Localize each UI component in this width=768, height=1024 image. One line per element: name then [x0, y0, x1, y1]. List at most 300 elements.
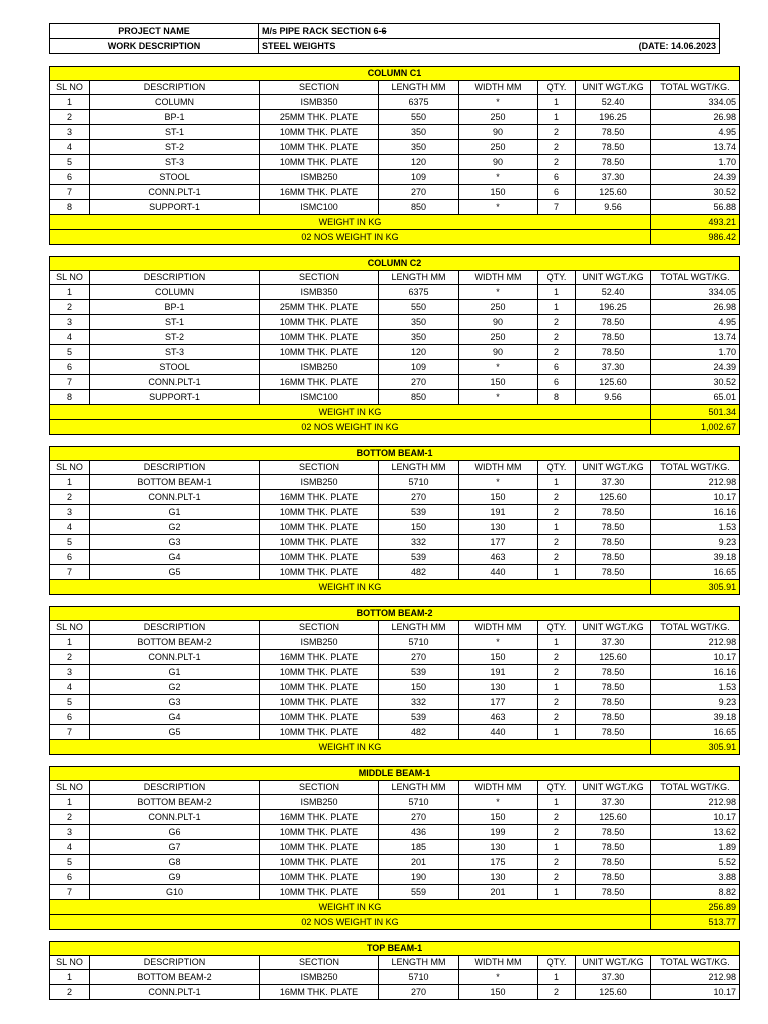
table-cell: 8 — [50, 200, 90, 215]
table-cell: ISMB250 — [260, 635, 379, 650]
table-cell: 250 — [459, 110, 538, 125]
table-row — [50, 490, 740, 505]
project-name-value — [259, 24, 720, 39]
table-cell: 125.60 — [576, 490, 651, 505]
table-cell: 78.50 — [576, 550, 651, 565]
total-label: WEIGHT IN KG — [50, 580, 651, 595]
table-cell: 90 — [459, 155, 538, 170]
table-cell: 436 — [379, 825, 459, 840]
section-table — [49, 256, 740, 435]
table-cell: 250 — [459, 330, 538, 345]
table-cell: 78.50 — [576, 125, 651, 140]
table-cell: 10MM THK. PLATE — [260, 825, 379, 840]
table-cell: 201 — [379, 855, 459, 870]
total-label: WEIGHT IN KG — [50, 215, 651, 230]
table-cell: 78.50 — [576, 520, 651, 535]
table-cell: 196.25 — [576, 300, 651, 315]
table-cell: G5 — [90, 565, 260, 580]
table-cell: 10MM THK. PLATE — [260, 140, 379, 155]
table-cell: 1 — [538, 300, 576, 315]
table-cell: 10MM THK. PLATE — [260, 315, 379, 330]
column-header: WIDTH MM — [459, 81, 538, 95]
column-header: TOTAL WGT/KG. — [651, 956, 740, 970]
total-row — [50, 405, 740, 420]
table-cell: 1 — [538, 520, 576, 535]
table-cell: CONN.PLT-1 — [90, 375, 260, 390]
column-header: SECTION — [260, 621, 379, 635]
table-cell: 13.74 — [651, 330, 740, 345]
table-row — [50, 985, 740, 1000]
table-cell: 150 — [459, 185, 538, 200]
table-cell: 2 — [538, 710, 576, 725]
table-cell: ISMC100 — [260, 200, 379, 215]
table-cell: 9.23 — [651, 695, 740, 710]
column-header: SECTION — [260, 81, 379, 95]
table-cell: 52.40 — [576, 285, 651, 300]
table-cell: 4 — [50, 840, 90, 855]
table-row — [50, 330, 740, 345]
table-cell: 16MM THK. PLATE — [260, 375, 379, 390]
column-header: TOTAL WGT/KG. — [651, 271, 740, 285]
table-cell: 482 — [379, 565, 459, 580]
table-cell: 16MM THK. PLATE — [260, 810, 379, 825]
column-header: DESCRIPTION — [90, 781, 260, 795]
table-cell: CONN.PLT-1 — [90, 185, 260, 200]
table-cell: 6 — [538, 185, 576, 200]
table-cell: 2 — [50, 110, 90, 125]
table-cell: 4 — [50, 140, 90, 155]
column-header: QTY. — [538, 461, 576, 475]
table-cell: 90 — [459, 315, 538, 330]
table-cell: 125.60 — [576, 810, 651, 825]
header-table — [49, 23, 720, 54]
table-cell: 2 — [538, 345, 576, 360]
table-row — [50, 710, 740, 725]
table-cell: 334.05 — [651, 95, 740, 110]
table-cell: 3 — [50, 315, 90, 330]
section-title: COLUMN C2 — [50, 257, 740, 271]
table-row — [50, 855, 740, 870]
table-cell: 10MM THK. PLATE — [260, 855, 379, 870]
column-header: TOTAL WGT/KG. — [651, 81, 740, 95]
table-cell: 350 — [379, 315, 459, 330]
table-cell: G4 — [90, 710, 260, 725]
table-row — [50, 520, 740, 535]
table-cell: 10.17 — [651, 490, 740, 505]
column-header: LENGTH MM — [379, 461, 459, 475]
table-cell: 90 — [459, 345, 538, 360]
table-cell: 78.50 — [576, 535, 651, 550]
table-cell: 2 — [50, 650, 90, 665]
table-cell: 3.88 — [651, 870, 740, 885]
table-row — [50, 550, 740, 565]
table-cell: G2 — [90, 520, 260, 535]
table-cell: 109 — [379, 360, 459, 375]
table-cell: 4 — [50, 680, 90, 695]
table-cell: 30.52 — [651, 185, 740, 200]
table-cell: 10MM THK. PLATE — [260, 840, 379, 855]
table-cell: * — [459, 795, 538, 810]
table-cell: CONN.PLT-1 — [90, 650, 260, 665]
table-cell: 39.18 — [651, 550, 740, 565]
column-header: QTY. — [538, 271, 576, 285]
table-cell: 16MM THK. PLATE — [260, 490, 379, 505]
table-cell: 52.40 — [576, 95, 651, 110]
total-row — [50, 420, 740, 435]
column-header: QTY. — [538, 621, 576, 635]
table-cell: 2 — [538, 330, 576, 345]
column-header: WIDTH MM — [459, 271, 538, 285]
total-row — [50, 230, 740, 245]
table-cell: 39.18 — [651, 710, 740, 725]
table-cell: 26.98 — [651, 110, 740, 125]
table-cell: 3 — [50, 825, 90, 840]
table-cell: COLUMN — [90, 285, 260, 300]
table-cell: 78.50 — [576, 330, 651, 345]
column-header: WIDTH MM — [459, 621, 538, 635]
table-cell: G10 — [90, 885, 260, 900]
column-header: QTY. — [538, 81, 576, 95]
table-cell: 270 — [379, 490, 459, 505]
table-cell: 250 — [459, 140, 538, 155]
table-cell: 16MM THK. PLATE — [260, 185, 379, 200]
table-cell: 2 — [538, 825, 576, 840]
table-cell: 440 — [459, 565, 538, 580]
table-cell: 65.01 — [651, 390, 740, 405]
table-row — [50, 840, 740, 855]
table-cell: CONN.PLT-1 — [90, 985, 260, 1000]
table-cell: 850 — [379, 390, 459, 405]
table-cell: 2 — [538, 125, 576, 140]
column-header: SL NO — [50, 81, 90, 95]
table-cell: 539 — [379, 665, 459, 680]
table-cell: 10MM THK. PLATE — [260, 725, 379, 740]
column-header: DESCRIPTION — [90, 621, 260, 635]
column-header: SECTION — [260, 271, 379, 285]
table-cell: ISMB250 — [260, 795, 379, 810]
table-cell: 6 — [50, 550, 90, 565]
section-title: BOTTOM BEAM-1 — [50, 447, 740, 461]
table-cell: 78.50 — [576, 870, 651, 885]
table-cell: BOTTOM BEAM-1 — [90, 475, 260, 490]
table-row — [50, 505, 740, 520]
table-cell: 2 — [50, 300, 90, 315]
table-cell: 30.52 — [651, 375, 740, 390]
table-cell: 9.23 — [651, 535, 740, 550]
column-header: UNIT WGT./KG — [576, 621, 651, 635]
table-cell: 191 — [459, 665, 538, 680]
table-cell: ST-1 — [90, 315, 260, 330]
table-cell: 78.50 — [576, 680, 651, 695]
table-cell: 78.50 — [576, 565, 651, 580]
work-description-value — [259, 39, 720, 54]
table-cell: 2 — [50, 490, 90, 505]
table-cell: 1 — [538, 725, 576, 740]
table-cell: ISMB350 — [260, 285, 379, 300]
table-cell: G4 — [90, 550, 260, 565]
table-cell: 6375 — [379, 285, 459, 300]
table-cell: 5.52 — [651, 855, 740, 870]
column-header: TOTAL WGT/KG. — [651, 781, 740, 795]
table-cell: 90 — [459, 125, 538, 140]
table-cell: ISMB250 — [260, 170, 379, 185]
total-row — [50, 915, 740, 930]
table-cell: 130 — [459, 520, 538, 535]
table-cell: 150 — [459, 985, 538, 1000]
column-header: SECTION — [260, 956, 379, 970]
table-row — [50, 390, 740, 405]
section-table — [49, 446, 740, 595]
table-cell: 350 — [379, 125, 459, 140]
table-cell: 9.56 — [576, 390, 651, 405]
table-cell: * — [459, 390, 538, 405]
table-cell: G6 — [90, 825, 260, 840]
total-row — [50, 740, 740, 755]
total-row — [50, 580, 740, 595]
table-row — [50, 650, 740, 665]
table-cell: 539 — [379, 550, 459, 565]
column-header: SL NO — [50, 271, 90, 285]
table-cell: 37.30 — [576, 170, 651, 185]
table-cell: 190 — [379, 870, 459, 885]
table-cell: 1 — [50, 285, 90, 300]
table-cell: 4.95 — [651, 125, 740, 140]
table-cell: 177 — [459, 535, 538, 550]
table-cell: 16.16 — [651, 505, 740, 520]
column-header: UNIT WGT./KG — [576, 956, 651, 970]
table-cell: 1 — [538, 95, 576, 110]
table-cell: 6 — [538, 360, 576, 375]
table-cell: BOTTOM BEAM-2 — [90, 635, 260, 650]
table-cell: 10MM THK. PLATE — [260, 520, 379, 535]
table-cell: 350 — [379, 330, 459, 345]
table-cell: 16MM THK. PLATE — [260, 985, 379, 1000]
column-header-row — [50, 956, 740, 970]
table-cell: 1 — [538, 635, 576, 650]
table-cell: 463 — [459, 550, 538, 565]
table-cell: 78.50 — [576, 885, 651, 900]
table-cell: 3 — [50, 505, 90, 520]
table-cell: 201 — [459, 885, 538, 900]
table-cell: 8 — [50, 390, 90, 405]
table-cell: ISMC100 — [260, 390, 379, 405]
total-value: 986.42 — [651, 230, 740, 245]
table-cell: 1.89 — [651, 840, 740, 855]
column-header: QTY. — [538, 781, 576, 795]
table-cell: 2 — [50, 985, 90, 1000]
table-cell: 1 — [50, 475, 90, 490]
table-cell: 78.50 — [576, 315, 651, 330]
table-cell: 150 — [459, 810, 538, 825]
table-cell: 10.17 — [651, 810, 740, 825]
table-cell: 10MM THK. PLATE — [260, 550, 379, 565]
total-row — [50, 900, 740, 915]
column-header: UNIT WGT./KG — [576, 271, 651, 285]
total-label: 02 NOS WEIGHT IN KG — [50, 915, 651, 930]
table-cell: ISMB350 — [260, 95, 379, 110]
table-cell: 2 — [538, 140, 576, 155]
project-name-text: M/s PIPE RACK SECTION 6- — [262, 25, 382, 36]
table-cell: 10MM THK. PLATE — [260, 885, 379, 900]
column-header: DESCRIPTION — [90, 271, 260, 285]
total-label: WEIGHT IN KG — [50, 900, 651, 915]
total-value: 305.91 — [651, 740, 740, 755]
table-cell: 5 — [50, 855, 90, 870]
table-cell: 7 — [50, 565, 90, 580]
table-row — [50, 535, 740, 550]
section-table — [49, 766, 740, 930]
column-header-row — [50, 621, 740, 635]
table-cell: 6 — [50, 870, 90, 885]
table-cell: 16.16 — [651, 665, 740, 680]
table-cell: 37.30 — [576, 795, 651, 810]
table-cell: 4.95 — [651, 315, 740, 330]
table-cell: 16MM THK. PLATE — [260, 650, 379, 665]
table-cell: 177 — [459, 695, 538, 710]
total-label: WEIGHT IN KG — [50, 740, 651, 755]
table-cell: ISMB250 — [260, 360, 379, 375]
table-cell: 212.98 — [651, 970, 740, 985]
table-cell: 78.50 — [576, 665, 651, 680]
table-cell: ST-2 — [90, 330, 260, 345]
table-row — [50, 110, 740, 125]
table-cell: G3 — [90, 695, 260, 710]
table-cell: 1 — [538, 795, 576, 810]
table-cell: 2 — [538, 535, 576, 550]
column-header: WIDTH MM — [459, 956, 538, 970]
column-header: LENGTH MM — [379, 271, 459, 285]
table-cell: * — [459, 360, 538, 375]
table-row — [50, 680, 740, 695]
table-cell: CONN.PLT-1 — [90, 810, 260, 825]
table-cell: 6 — [50, 360, 90, 375]
table-cell: 150 — [459, 490, 538, 505]
table-cell: SUPPORT-1 — [90, 200, 260, 215]
table-cell: 78.50 — [576, 725, 651, 740]
table-cell: 10MM THK. PLATE — [260, 125, 379, 140]
column-header: SL NO — [50, 461, 90, 475]
table-cell: * — [459, 200, 538, 215]
table-cell: 4 — [50, 520, 90, 535]
table-cell: * — [459, 285, 538, 300]
column-header: UNIT WGT./KG — [576, 781, 651, 795]
table-cell: 1 — [538, 565, 576, 580]
column-header: TOTAL WGT/KG. — [651, 461, 740, 475]
column-header: DESCRIPTION — [90, 956, 260, 970]
table-row — [50, 565, 740, 580]
table-cell: 1.53 — [651, 680, 740, 695]
column-header: LENGTH MM — [379, 621, 459, 635]
table-cell: * — [459, 970, 538, 985]
table-cell: STOOL — [90, 360, 260, 375]
table-row — [50, 200, 740, 215]
table-cell: 1 — [538, 110, 576, 125]
table-cell: 8.82 — [651, 885, 740, 900]
work-description-text: STEEL WEIGHTS — [262, 40, 336, 51]
section-table — [49, 606, 740, 755]
table-cell: 150 — [459, 650, 538, 665]
table-cell: 185 — [379, 840, 459, 855]
table-cell: 125.60 — [576, 650, 651, 665]
table-cell: 37.30 — [576, 475, 651, 490]
table-row — [50, 795, 740, 810]
table-cell: 199 — [459, 825, 538, 840]
table-row — [50, 185, 740, 200]
table-cell: 9.56 — [576, 200, 651, 215]
table-cell: 10MM THK. PLATE — [260, 710, 379, 725]
column-header-row — [50, 271, 740, 285]
table-cell: 10.17 — [651, 985, 740, 1000]
table-cell: 78.50 — [576, 710, 651, 725]
table-cell: 550 — [379, 110, 459, 125]
column-header: SL NO — [50, 621, 90, 635]
table-cell: 1 — [538, 840, 576, 855]
table-cell: G8 — [90, 855, 260, 870]
table-cell: 5710 — [379, 795, 459, 810]
table-cell: 150 — [379, 520, 459, 535]
table-cell: 332 — [379, 535, 459, 550]
column-header: SECTION — [260, 461, 379, 475]
table-cell: 212.98 — [651, 475, 740, 490]
table-cell: 2 — [538, 490, 576, 505]
column-header: DESCRIPTION — [90, 461, 260, 475]
column-header: WIDTH MM — [459, 781, 538, 795]
total-label: 02 NOS WEIGHT IN KG — [50, 230, 651, 245]
column-header: LENGTH MM — [379, 81, 459, 95]
table-row — [50, 360, 740, 375]
section-title: MIDDLE BEAM-1 — [50, 767, 740, 781]
table-row — [50, 140, 740, 155]
table-row — [50, 170, 740, 185]
table-row — [50, 375, 740, 390]
table-cell: 6 — [538, 375, 576, 390]
total-value: 493.21 — [651, 215, 740, 230]
table-row — [50, 315, 740, 330]
table-cell: 2 — [538, 505, 576, 520]
table-row — [50, 635, 740, 650]
column-header-row — [50, 781, 740, 795]
column-header: LENGTH MM — [379, 956, 459, 970]
section-table — [49, 66, 740, 245]
table-cell: ST-3 — [90, 155, 260, 170]
table-cell: 10MM THK. PLATE — [260, 870, 379, 885]
table-cell: 1 — [50, 795, 90, 810]
table-cell: BP-1 — [90, 300, 260, 315]
total-value: 501.34 — [651, 405, 740, 420]
table-cell: 550 — [379, 300, 459, 315]
table-cell: 334.05 — [651, 285, 740, 300]
column-header: SL NO — [50, 956, 90, 970]
table-cell: 196.25 — [576, 110, 651, 125]
table-cell: G7 — [90, 840, 260, 855]
table-cell: 10MM THK. PLATE — [260, 345, 379, 360]
table-cell: 78.50 — [576, 695, 651, 710]
section-table — [49, 941, 740, 1000]
table-cell: 5 — [50, 155, 90, 170]
table-cell: 125.60 — [576, 375, 651, 390]
table-cell: 1 — [538, 285, 576, 300]
table-cell: 78.50 — [576, 855, 651, 870]
table-cell: G2 — [90, 680, 260, 695]
table-cell: SUPPORT-1 — [90, 390, 260, 405]
column-header: QTY. — [538, 956, 576, 970]
table-cell: 212.98 — [651, 795, 740, 810]
table-cell: 10MM THK. PLATE — [260, 155, 379, 170]
column-header: DESCRIPTION — [90, 81, 260, 95]
table-cell: 25MM THK. PLATE — [260, 110, 379, 125]
table-cell: 559 — [379, 885, 459, 900]
table-cell: 270 — [379, 185, 459, 200]
